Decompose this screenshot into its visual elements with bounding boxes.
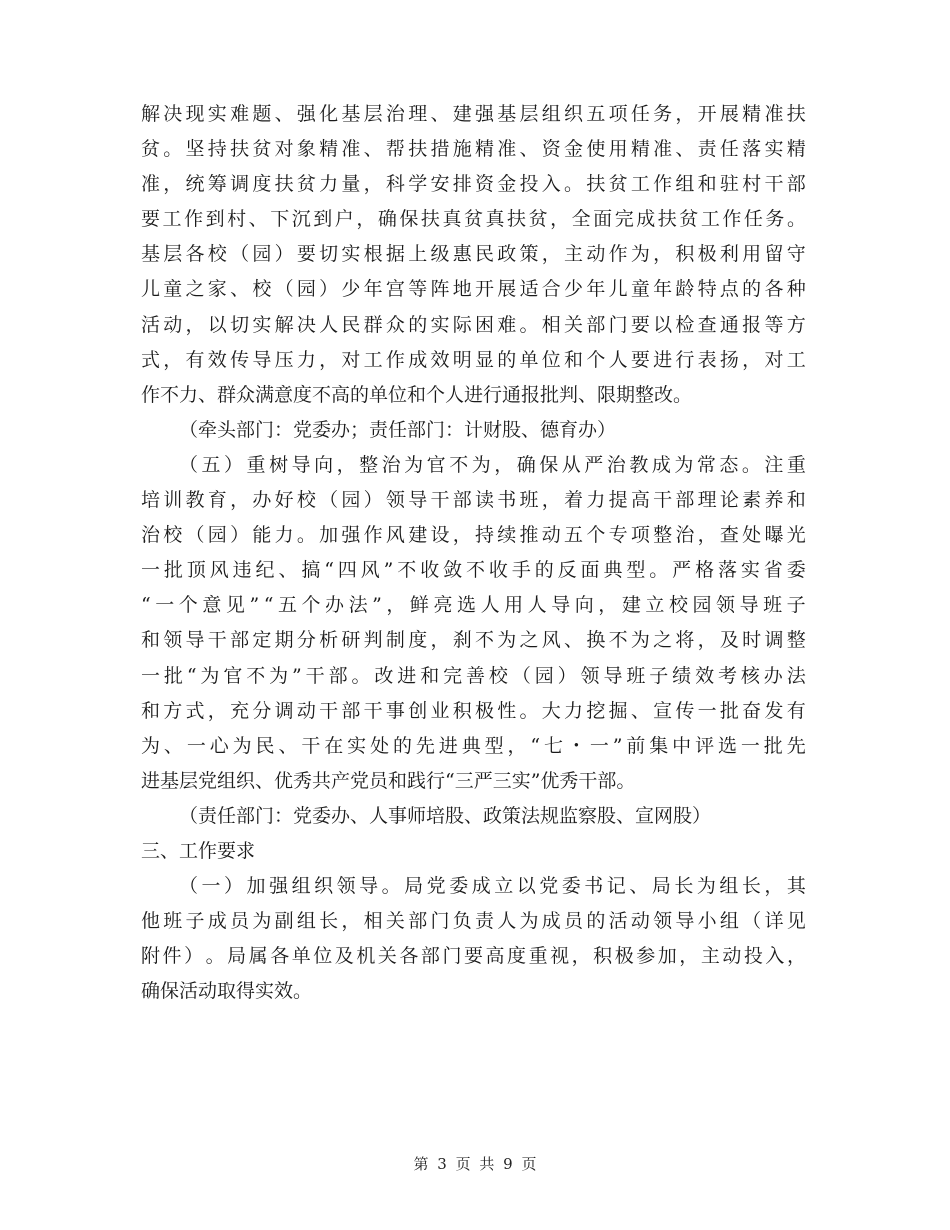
text-line: 确保活动取得实效。 [141,980,313,1003]
text-line: （ 一 ） 加 强 组 织 领 导 。 局 党 委 成 立 以 党 委 书 记 、 局 长 为 组 长 ， 其 [179,875,806,898]
text-line: “ 一 个 意 见 ” “ 五 个 办 法 ” ， 鲜 亮 选 人 用 人 导 向 ， 建 立 校 园 领 导 班 子 [141,594,806,617]
text-line: 准 ， 统 筹 调 度 扶 贫 力 量 ， 科 学 安 排 资 金 投 入 。 扶 贫 工 作 组 和 驻 村 干 部 [141,173,806,196]
paragraph-five [141,448,806,799]
document-body [141,97,806,1009]
page-footer: 第 3 页 共 9 页 [413,1155,537,1173]
text-line: 要 工 作 到 村 、 下 沉 到 户 ， 确 保 扶 真 贫 真 扶 贫 ， 全 面 完 成 扶 贫 工 作 任 务 。 [141,208,806,231]
text-line: 附 件 ） 。 局 属 各 单 位 及 机 关 各 部 门 要 高 度 重 视 ， 积 极 参 加 ， 主 动 投 入 ， [141,945,806,968]
text-line: （ 五 ） 重 树 导 向 ， 整 治 为 官 不 为 ， 确 保 从 严 治 教 成 为 常 态 。 注 重 [179,453,806,476]
text-line: 进基层党组织、优秀共产党员和践行“三严三实”优秀干部。 [141,769,636,792]
text-line: 式 ， 有 效 传 导 压 力 ， 对 工 作 成 效 明 显 的 单 位 和 个 人 要 进 行 表 扬 ， 对 工 [141,348,806,371]
text-line: 和 方 式 ， 充 分 调 动 干 部 干 事 创 业 积 极 性 。 大 力 挖 掘 、 宣 传 一 批 奋 发 有 [141,699,806,722]
text-line: 解 决 现 实 难 题 、 强 化 基 层 治 理 、 建 强 基 层 组 织 五 项 任 务 ， 开 展 精 准 扶 [141,103,806,125]
text-line: 为 、 一 心 为 民 、 干 在 实 处 的 先 进 典 型 ， “ 七 ・ 一 ” 前 集 中 评 选 一 批 先 [141,734,806,757]
text-line: 培 训 教 育 ， 办 好 校 （ 园 ） 领 导 干 部 读 书 班 ， 着 力 提 高 干 部 理 论 素 养 和 [141,489,806,512]
text-line: 三、工作要求 [141,839,256,862]
text-line: （牵头部门：党委办；责任部门：计财股、德育办） [179,418,617,441]
text-line: 儿 童 之 家 、 校 （ 园 ） 少 年 宫 等 阵 地 开 展 适 合 少 年 儿 童 年 龄 特 点 的 各 种 [141,278,806,301]
text-line: （责任部门：党委办、人事师培股、政策法规监察股、宣网股） [179,804,712,827]
text-line: 基 层 各 校 （ 园 ） 要 切 实 根 据 上 级 惠 民 政 策 ， 主 动 作 为 ， 积 极 利 用 留 守 [141,243,806,266]
department-note [141,799,806,834]
text-line: 一 批 “ 为 官 不 为 ” 干 部 。 改 进 和 完 善 校 （ 园 ） 领 导 班 子 绩 效 考 核 办 法 [141,664,806,687]
section-heading [141,834,806,869]
department-note [141,413,806,448]
paragraph-one [141,869,806,1009]
text-line: 贫 。 坚 持 扶 贫 对 象 精 准 、 帮 扶 措 施 精 准 、 资 金 使 用 精 准 、 责 任 落 实 精 [141,138,806,161]
text-line: 他 班 子 成 员 为 副 组 长 ， 相 关 部 门 负 责 人 为 成 员 的 活 动 领 导 小 组 （ 详 见 [141,910,806,933]
text-line: 和 领 导 干 部 定 期 分 析 研 判 制 度 ， 刹 不 为 之 风 、 换 不 为 之 将 ， 及 时 调 整 [141,629,806,652]
paragraph-poverty [141,97,806,413]
text-line: 作不力、群众满意度不高的单位和个人进行通报批判、限期整改。 [141,383,693,406]
text-line: 一 批 顶 风 违 纪 、 搞 “ 四 风 ” 不 收 敛 不 收 手 的 反 面 典 型 。 严 格 落 实 省 委 [141,559,806,582]
text-line: 活 动 ， 以 切 实 解 决 人 民 群 众 的 实 际 困 难 。 相 关 部 门 要 以 检 查 通 报 等 方 [141,313,806,336]
text-line: 治 校 （ 园 ） 能 力 。 加 强 作 风 建 设 ， 持 续 推 动 五 个 专 项 整 治 ， 查 处 曝 光 [141,524,806,547]
